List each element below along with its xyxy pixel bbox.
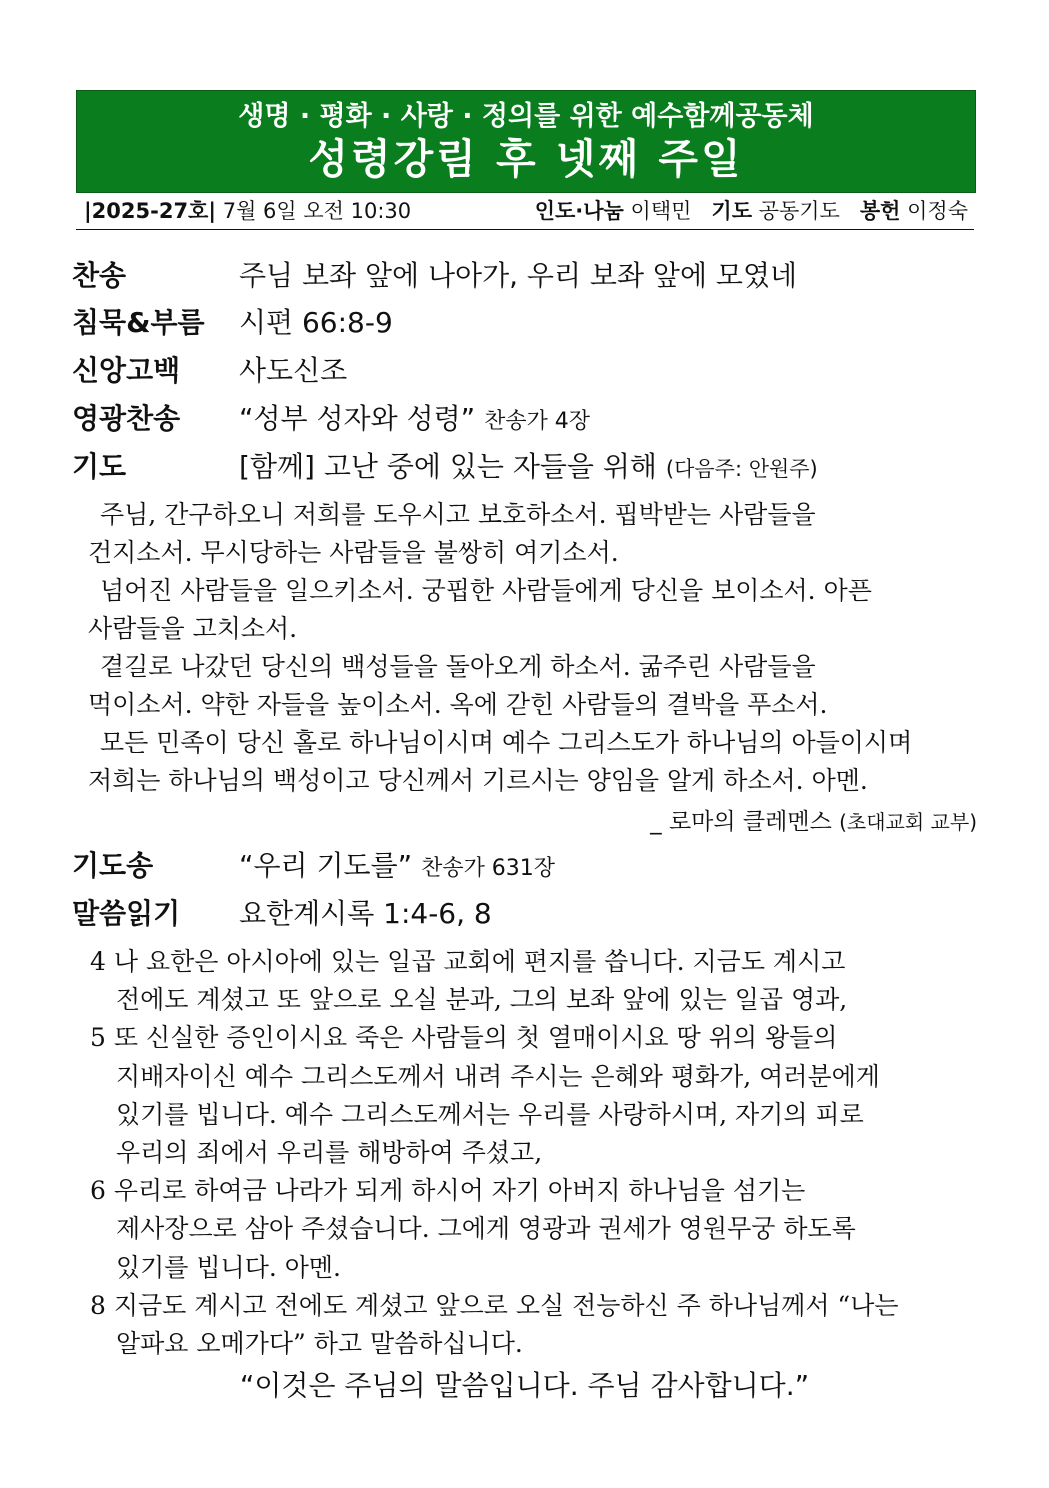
verse-line: 4 나 요한은 아시아에 있는 일곱 교회에 편지를 씁니다. 지금도 계시고: [90, 947, 846, 976]
verse-line: 6 우리로 하여금 나라가 되게 하시어 자기 아버지 하나님을 섬기는: [90, 1176, 806, 1206]
order-label: 찬송: [72, 259, 127, 292]
header-banner: [76, 90, 976, 193]
prayer-line: 곁길로 나갔던 당신의 백성들을 돌아오게 하소서. 굶주린 사람들을: [100, 652, 816, 681]
prayer-line: 건지소서. 무시당하는 사람들을 불쌍히 여기소서.: [88, 538, 619, 567]
prayer-attribution: [650, 803, 977, 841]
offering-label: 봉헌: [859, 199, 901, 223]
order-item-creed: [72, 351, 347, 391]
verse-line: 지배자이신 예수 그리스도께서 내려 주시는 은혜와 평화가, 여러분에게: [116, 1061, 880, 1091]
verse-line: 있기를 빕니다. 예수 그리스도께서는 우리를 사랑하시며, 자기의 피로: [116, 1099, 864, 1129]
verse-line: 8 지금도 계시고 전에도 계셨고 앞으로 오실 전능하신 주 하나님께서 “나는: [90, 1290, 899, 1320]
prayer-line: 사람들을 고치소서.: [88, 614, 298, 643]
verse-line: 전에도 계셨고 또 앞으로 오실 분과, 그의 보좌 앞에 있는 일곱 영과,: [116, 985, 848, 1015]
order-label: 침묵&부름: [72, 306, 205, 339]
order-extra: 찬송가 631장: [421, 856, 556, 881]
offering-value: 이정숙: [907, 199, 968, 223]
order-item-gloria: [72, 399, 590, 442]
closing-response: “이것은 주님의 말씀입니다. 주님 감사합니다.”: [239, 1369, 810, 1402]
order-value: “우리 기도를”: [239, 849, 413, 882]
lead-value: 이택민: [630, 199, 692, 223]
verse-line: 우리의 죄에서 우리를 해방하여 주셨고,: [116, 1138, 543, 1168]
order-value: “성부 성자와 성령”: [239, 402, 476, 435]
order-item-reading: [72, 894, 492, 934]
prayer-line: 저희는 하나님의 백성이고 당신께서 기르시는 양임을 알게 하소서. 아멘.: [88, 766, 868, 795]
order-extra: (다음주: 안원주): [665, 457, 818, 481]
prayer-value: 공동기도: [758, 199, 840, 223]
order-value: 요한계시록 1:4-6, 8: [239, 897, 492, 930]
attribution-note: (초대교회 교부): [839, 810, 977, 834]
order-item-hymn: [72, 256, 797, 296]
verse-line: 제사장으로 삼아 주셨습니다. 그에게 영광과 권세가 영원무궁 하도록: [116, 1214, 856, 1244]
order-extra: 찬송가 4장: [484, 409, 591, 434]
attribution-author: _ 로마의 클레멘스: [650, 809, 832, 835]
header-subtitle: 생명 · 평화 · 사랑 · 정의를 위한 예수함께공동체: [238, 101, 814, 132]
lead-label: 인도·나눔: [534, 199, 624, 223]
order-label: 영광찬송: [72, 402, 181, 435]
order-label: 기도송: [72, 849, 154, 882]
issue-number: |2025-27호|: [84, 199, 217, 223]
prayer-line: 먹이소서. 약한 자들을 높이소서. 옥에 갇힌 사람들의 결박을 푸소서.: [88, 690, 828, 719]
issue-and-date: [84, 193, 411, 229]
verse-line: 5 또 신실한 증인이시요 죽은 사람들의 첫 열매이시요 땅 위의 왕들의: [90, 1023, 838, 1053]
prayer-text: [88, 496, 988, 800]
page-title: 성령강림 후 넷째 주일: [308, 135, 744, 183]
order-label: 기도: [72, 450, 127, 483]
order-value: [함께] 고난 중에 있는 자들을 위해: [239, 450, 657, 483]
verse-line: 있기를 빕니다. 아멘.: [116, 1252, 341, 1282]
service-roles: [535, 193, 968, 229]
prayer-line: 모든 민족이 당신 홀로 하나님이시며 예수 그리스도가 하나님의 아들이시며: [100, 728, 913, 757]
service-datetime: 7월 6일 오전 10:30: [222, 199, 412, 223]
prayer-line: 주님, 간구하오니 저희를 도우시고 보호하소서. 핍박받는 사람들을: [100, 500, 816, 529]
order-value: 주님 보좌 앞에 나아가, 우리 보좌 앞에 모였네: [239, 259, 798, 292]
order-item-prayer-song: [72, 846, 555, 889]
verse-line: 알파요 오메가다” 하고 말씀하십니다.: [116, 1329, 523, 1359]
prayer-label: 기도: [711, 199, 752, 223]
scripture-reading: [90, 943, 990, 1363]
order-label: 말씀읽기: [72, 897, 181, 930]
order-label: 신앙고백: [72, 354, 181, 387]
info-bar: [76, 193, 974, 230]
order-item-prayer: [72, 447, 818, 489]
prayer-line: 넘어진 사람들을 일으키소서. 궁핍한 사람들에게 당신을 보이소서. 아픈: [100, 576, 872, 605]
order-value: 시편 66:8-9: [239, 306, 393, 339]
order-value: 사도신조: [239, 354, 348, 387]
order-item-call: [72, 303, 393, 343]
